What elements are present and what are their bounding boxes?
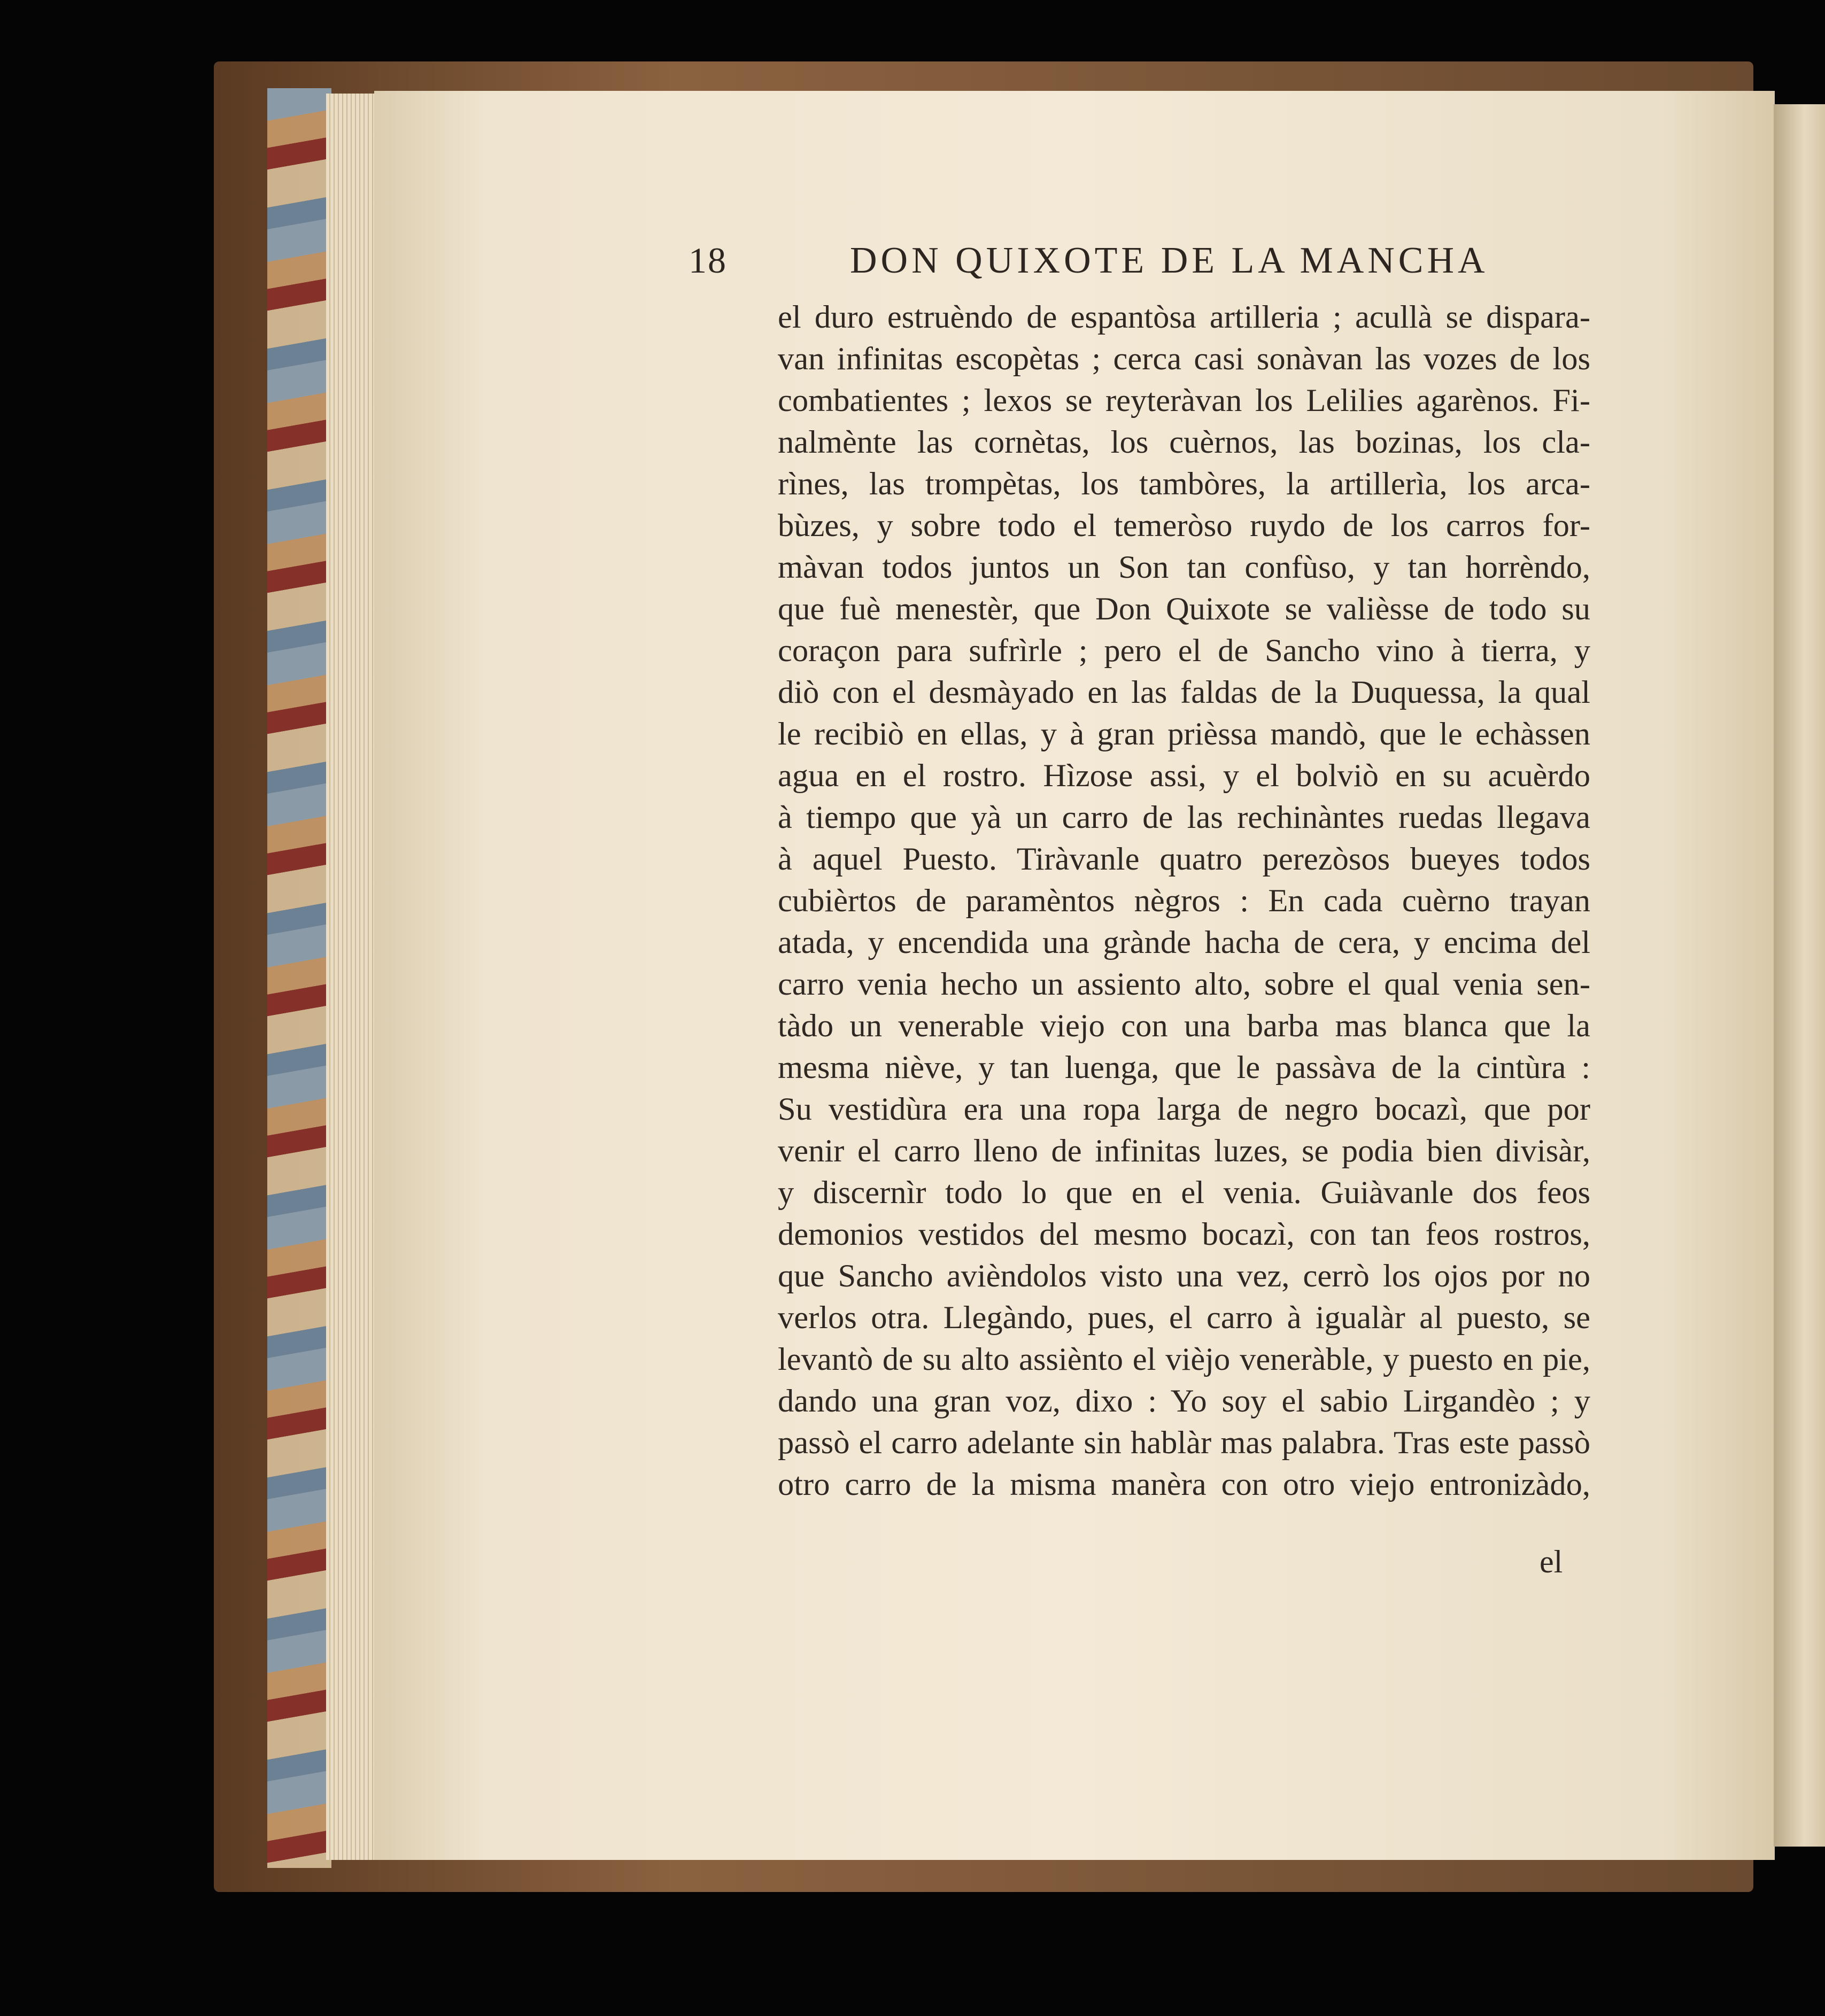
text-line: agua en el rostro. Hìzose assi, y el bolviò en su acuèrdo xyxy=(778,758,1590,794)
marbled-endpaper xyxy=(267,88,331,1868)
text-line: atada, y encendida una grànde hacha de cera, y encima del xyxy=(778,925,1590,960)
text-line: que fuè menestèr, que Don Quixote se valièsse de todo su xyxy=(778,591,1590,627)
text-line: mesma niève, y tan luenga, que le passàva de la cintùra : xyxy=(778,1050,1590,1085)
text-line: combatientes ; lexos se reyteràvan los Lelilies agarènos. Fi- xyxy=(778,383,1590,418)
text-line: verlos otra. Llegàndo, pues, el carro à igualàr al puesto, se xyxy=(778,1300,1590,1336)
body-text xyxy=(778,297,1590,1506)
text-line: el duro estruèndo de espantòsa artilleria ; acullà se dispara- xyxy=(778,299,1590,335)
text-line: levantò de su alto assiènto el vièjo veneràble, y puesto en pie, xyxy=(778,1342,1590,1377)
text-line: rìnes, las trompètas, los tambòres, la artillerìa, los arca- xyxy=(778,466,1590,502)
text-line: dando una gran voz, dixo : Yo soy el sabio Lirgandèo ; y xyxy=(778,1383,1590,1419)
text-line: à aquel Puesto. Tiràvanle quatro perezòsos bueyes todos xyxy=(778,841,1590,877)
text-line: y discernìr todo lo que en el venia. Guiàvanle dos feos xyxy=(778,1175,1590,1211)
text-line: le recibiò en ellas, y à gran prièssa mandò, que le echàssen xyxy=(778,716,1590,752)
text-line: nalmènte las cornètas, los cuèrnos, las bozinas, los cla- xyxy=(778,424,1590,460)
text-line: que Sancho avièndolos visto una vez, cerrò los ojos por no xyxy=(778,1258,1590,1294)
catchword: el xyxy=(1540,1544,1563,1579)
text-line: cubièrtos de paramèntos nègros : En cada cuèrno trayan xyxy=(778,883,1590,919)
text-line: à tiempo que yà un carro de las rechinàntes ruedas llegava xyxy=(778,800,1590,835)
text-line: van infinitas escopètas ; cerca casi sonàvan las vozes de los xyxy=(778,341,1590,377)
text-line: Su vestidùra era una ropa larga de negro bocazì, que por xyxy=(778,1091,1590,1127)
text-line: bùzes, y sobre todo el temeròso ruydo de los carros for- xyxy=(778,508,1590,544)
facing-page-edge xyxy=(1774,104,1825,1847)
running-header xyxy=(679,239,1566,304)
text-line: demonios vestidos del mesmo bocazì, con tan feos rostros, xyxy=(778,1216,1590,1252)
text-line: màvan todos juntos un Son tan confùso, y tan horrèndo, xyxy=(778,549,1590,585)
text-line: carro venia hecho un assiento alto, sobre el qual venia sen- xyxy=(778,966,1590,1002)
text-line: passò el carro adelante sin hablàr mas palabra. Tras este passò xyxy=(778,1425,1590,1461)
text-line: tàdo un venerable viejo con una barba mas blanca que la xyxy=(778,1008,1590,1044)
text-line: venir el carro lleno de infinitas luzes, se podia bien divisàr, xyxy=(778,1133,1590,1169)
text-line: diò con el desmàyado en las faldas de la Duquessa, la qual xyxy=(778,674,1590,710)
page-number: 18 xyxy=(689,240,727,281)
running-title: DON QUIXOTE DE LA MANCHA xyxy=(850,240,1489,281)
text-line: otro carro de la misma manèra con otro viejo entronizàdo, xyxy=(778,1467,1590,1502)
text-line: coraçon para sufrìrle ; pero el de Sancho vino à tierra, y xyxy=(778,633,1590,669)
